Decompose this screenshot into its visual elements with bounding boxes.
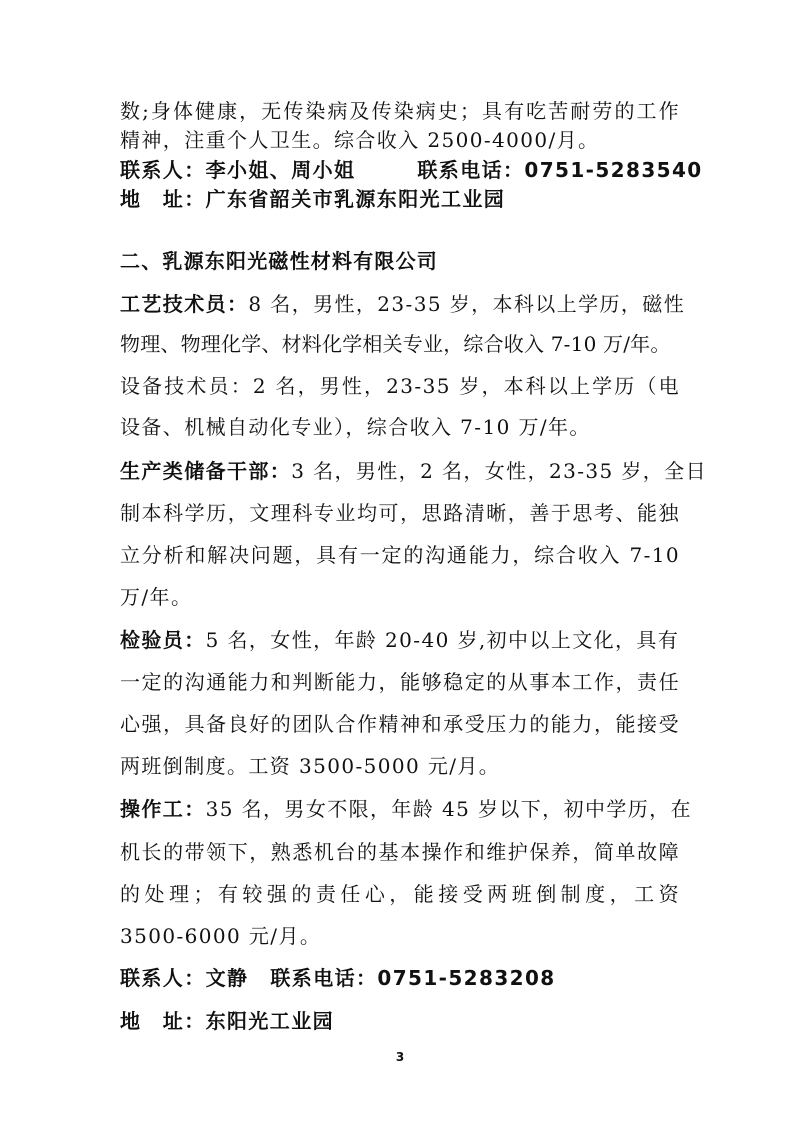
job-title-craft: 工艺技术员： <box>120 292 249 316</box>
contact-person: 联系人：李小姐、周小姐 <box>120 158 356 182</box>
paragraph-line: 操作工：35 名，男女不限，年龄 45 岁以下，初中学历，在 <box>120 797 692 821</box>
paragraph-line: 检验员：5 名，女性，年龄 20-40 岁,初中以上文化，具有 <box>120 628 680 652</box>
contact-phone: 联系电话：0751-5283540 <box>417 158 703 182</box>
paragraph-line: 万/年。 <box>120 585 193 609</box>
contact-person: 联系人：文静 <box>120 966 249 990</box>
job-title-reserve: 生产类储备干部： <box>120 459 292 483</box>
paragraph-line: 设备、机械自动化专业），综合收入 7-10 万/年。 <box>120 415 591 439</box>
paragraph-line: 工艺技术员：8 名，男性，23-35 岁，本科以上学历，磁性 <box>120 292 686 316</box>
paragraph-line: 设备技术员：2 名，男性，23-35 岁，本科以上学历（电 <box>120 374 680 398</box>
paragraph-line: 机长的带领下，熟悉机台的基本操作和维护保养，简单故障 <box>120 840 680 864</box>
page-number: 3 <box>395 1050 405 1064</box>
address-line: 地 址：东阳光工业园 <box>120 1009 334 1033</box>
paragraph-line: 精神，注重个人卫生。综合收入 2500-4000/月。 <box>120 128 600 152</box>
paragraph-line: 生产类储备干部：3 名，男性，2 名，女性，23-35 岁，全日 <box>120 459 707 483</box>
paragraph-line: 立分析和解决问题，具有一定的沟通能力，综合收入 7-10 <box>120 543 680 567</box>
paragraph-line: 一定的沟通能力和判断能力，能够稳定的从事本工作，责任 <box>120 670 680 694</box>
paragraph-line: 3500-6000 元/月。 <box>120 924 322 948</box>
paragraph-line: 两班倒制度。工资 3500-5000 元/月。 <box>120 754 501 778</box>
section-heading: 二、乳源东阳光磁性材料有限公司 <box>120 249 438 273</box>
address-line: 地 址：广东省韶关市乳源东阳光工业园 <box>120 187 506 211</box>
contact-phone: 联系电话：0751-5283208 <box>270 966 556 990</box>
paragraph-line: 数;身体健康，无传染病及传染病史；具有吃苦耐劳的工作 <box>120 99 680 123</box>
contact-line <box>120 964 556 992</box>
paragraph-line: 制本科学历，文理科专业均可，思路清晰，善于思考、能独 <box>120 501 680 525</box>
paragraph-line: 物理、物理化学、材料化学相关专业，综合收入 7-10 万/年。 <box>120 332 671 356</box>
paragraph-line: 的处理；有较强的责任心，能接受两班倒制度，工资 <box>120 882 680 906</box>
paragraph-line: 心强，具备良好的团队合作精神和承受压力的能力，能接受 <box>120 712 680 736</box>
contact-line <box>120 156 703 184</box>
job-title-inspector: 检验员： <box>120 628 206 652</box>
job-title-operator: 操作工： <box>120 797 206 821</box>
